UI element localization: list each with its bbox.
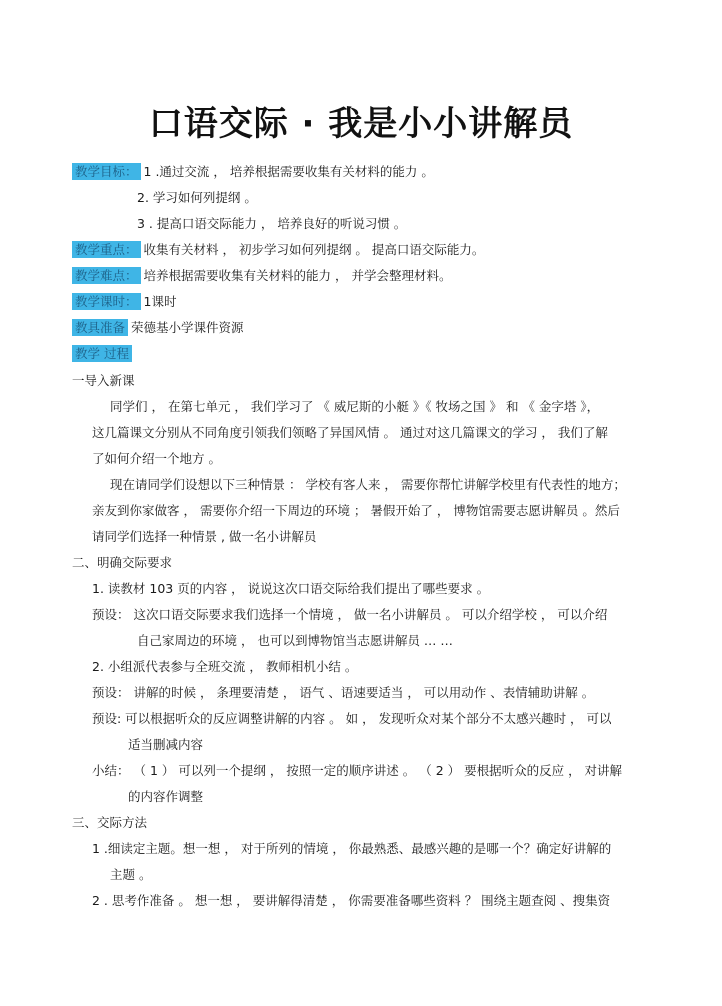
section2-line-9: 的内容作调整 bbox=[128, 789, 204, 804]
tools-label: 教具准备 bbox=[72, 319, 128, 336]
class-hours-text: 1课时 bbox=[143, 294, 177, 309]
tools-row bbox=[72, 319, 244, 337]
section3-line-1: 1 .细读定主题。想一想 ， 对于所列的情境 ， 你最熟悉、最感兴趣的是哪一个？确定好讲解的 bbox=[92, 841, 612, 856]
section2-line-5: 预设： 讲解的时候 ， 条理要清楚 ， 语气 、语速要适当 ， 可以用动作 、表情辅助讲解 。 bbox=[92, 685, 595, 700]
section3-line-2: 主题 。 bbox=[110, 867, 152, 882]
process-row bbox=[72, 345, 135, 363]
section3-line-3: 2 . 思考作准备 。 想一想 ， 要讲解得清楚 ， 你需要准备哪些资料 ？ 围绕主题查阅 、搜集资 bbox=[92, 893, 611, 908]
difficulties-text: 培养根据需要收集有关材料的能力 ， 并学会整理材料。 bbox=[143, 268, 452, 283]
section1-line-3: 了如何介绍一个地方 。 bbox=[92, 451, 221, 466]
section2-heading: 二、明确交际要求 bbox=[72, 555, 173, 570]
tools-text: 荣德基小学课件资源 bbox=[131, 320, 244, 335]
section2-line-2: 预设： 这次口语交际要求我们选择一个情境 ， 做一名小讲解员 。 可以介绍学校 ， 可以介绍 bbox=[92, 607, 608, 622]
section1-heading: 一导入新课 bbox=[72, 373, 135, 388]
key-points-text: 收集有关材料 ， 初步学习如何列提纲 。 提高口语交际能力。 bbox=[143, 242, 485, 257]
page-title: 口语交际 · 我是小小讲解员 bbox=[148, 104, 574, 144]
section2-line-6: 预设: 可以根据听众的反应调整讲解的内容 。 如 ， 发现听众对某个部分不太感兴趣时 ， 可以 bbox=[92, 711, 612, 726]
objectives-row bbox=[72, 163, 434, 181]
key-points-row bbox=[72, 241, 484, 259]
key-points-label: 教学重点： bbox=[72, 241, 141, 258]
objectives-label: 教学目标： bbox=[72, 163, 141, 180]
class-hours-row bbox=[72, 293, 176, 311]
section2-line-4: 2. 小组派代表参与全班交流 ， 教师相机小结 。 bbox=[92, 659, 358, 674]
objectives-item-1: 1 .通过交流 ， 培养根据需要收集有关材料的能力 。 bbox=[143, 164, 434, 179]
section2-line-8: 小结： （ 1 ） 可以列一个提纲 ， 按照一定的顺序讲述 。 （ 2 ） 要根据听众的反应 ， 对讲解 bbox=[92, 763, 623, 778]
class-hours-label: 教学课时： bbox=[72, 293, 141, 310]
section1-line-5: 亲友到你家做客 ， 需要你介绍一下周边的环境 ； 暑假开始了 ， 博物馆需要志愿讲解员 。然后 bbox=[92, 503, 620, 518]
section1-line-4: 现在请同学们设想以下三种情景 ： 学校有客人来 ， 需要你帮忙讲解学校里有代表性的地方； bbox=[110, 477, 626, 492]
difficulties-label: 教学难点： bbox=[72, 267, 141, 284]
section2-line-1: 1. 读教材 103 页的内容 ， 说说这次口语交际给我们提出了哪些要求 。 bbox=[92, 581, 490, 596]
objectives-item-3: 3 . 提高口语交际能力 ， 培养良好的听说习惯 。 bbox=[137, 216, 407, 231]
difficulties-row bbox=[72, 267, 451, 285]
section1-line-6: 请同学们选择一种情景 , 做一名小讲解员 bbox=[92, 529, 317, 544]
section1-line-1: 同学们 ， 在第七单元 ， 我们学习了 《 威尼斯的小艇 》《 牧场之国 》 和 《 金字塔 》， bbox=[110, 399, 600, 414]
section2-line-7: 适当删减内容 bbox=[128, 737, 204, 752]
process-label: 教学 过程 bbox=[72, 345, 132, 362]
section3-heading: 三、交际方法 bbox=[72, 815, 148, 830]
section1-line-2: 这几篇课文分别从不同角度引领我们领略了异国风情 。 通过对这几篇课文的学习 ， 我们了解 bbox=[92, 425, 608, 440]
section2-line-3: 自己家周边的环境 ， 也可以到博物馆当志愿讲解员 … … bbox=[137, 633, 453, 648]
objectives-item-2: 2. 学习如何列提纲 。 bbox=[137, 190, 257, 205]
